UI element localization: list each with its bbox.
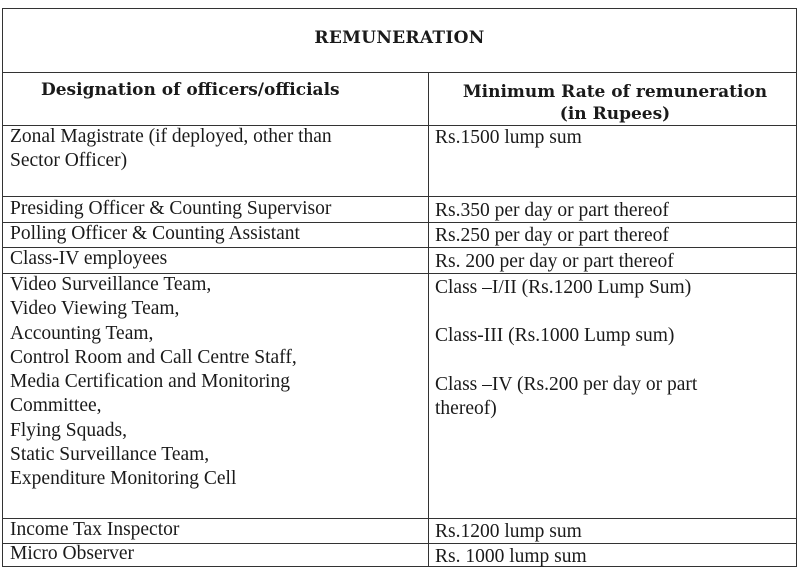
table-row-polling-officer-designation: Polling Officer & Counting Assistant [10, 223, 300, 244]
table-row-zonal-magistrate-rate: Rs.1500 lump sum [435, 127, 582, 148]
header-rate-line2: (in Rupees) [559, 104, 671, 124]
cell-line: Committee, [10, 395, 102, 417]
cell-line: Expenditure Monitoring Cell [10, 468, 237, 490]
cell-line: Class –IV (Rs.200 per day or part [435, 373, 698, 395]
table-row-income-tax-inspector-designation: Income Tax Inspector [10, 519, 180, 540]
table-row-zonal-magistrate-designation [10, 125, 332, 174]
table-row-presiding-officer-rate: Rs.350 per day or part thereof [435, 200, 669, 221]
cell-line: thereof) [435, 397, 497, 419]
cell-line: Media Certification and Monitoring [10, 371, 290, 393]
cell-line: Class –I/II (Rs.1200 Lump Sum) [435, 277, 692, 298]
table-row-class-iv-rate: Rs. 200 per day or part thereof [435, 251, 674, 272]
cell-line: Control Room and Call Centre Staff, [10, 346, 297, 368]
table-row-class-iv-designation: Class-IV employees [10, 248, 168, 269]
row-divider [3, 72, 796, 73]
table-row-polling-officer-rate: Rs.250 per day or part thereof [435, 225, 669, 246]
cell-line: Sector Officer) [10, 150, 128, 172]
table-row-micro-observer-designation: Micro Observer [10, 543, 134, 564]
table-row-teams-rate [435, 276, 697, 421]
remuneration-table [2, 8, 797, 567]
table-row-teams-designation [10, 273, 297, 492]
cell-line: Accounting Team, [10, 322, 154, 344]
table-row-micro-observer-rate: Rs. 1000 lump sum [435, 546, 587, 567]
header-designation: Designation of officers/officials [41, 80, 340, 100]
cell-line: Flying Squads, [10, 419, 128, 441]
column-divider [428, 72, 429, 566]
cell-line: Static Surveillance Team, [10, 444, 210, 466]
cell-line: Video Viewing Team, [10, 298, 180, 320]
header-rate-line1: Minimum Rate of remuneration [462, 82, 768, 102]
cell-line: Zonal Magistrate (if deployed, other than [10, 126, 332, 147]
header-rate [435, 81, 795, 125]
table-row-presiding-officer-designation: Presiding Officer & Counting Supervisor [10, 198, 332, 219]
table-title: REMUNERATION [314, 28, 485, 48]
table-row-income-tax-inspector-rate: Rs.1200 lump sum [435, 521, 582, 542]
cell-line: Class-III (Rs.1000 Lump sum) [435, 325, 675, 347]
cell-line: Video Surveillance Team, [10, 274, 212, 295]
